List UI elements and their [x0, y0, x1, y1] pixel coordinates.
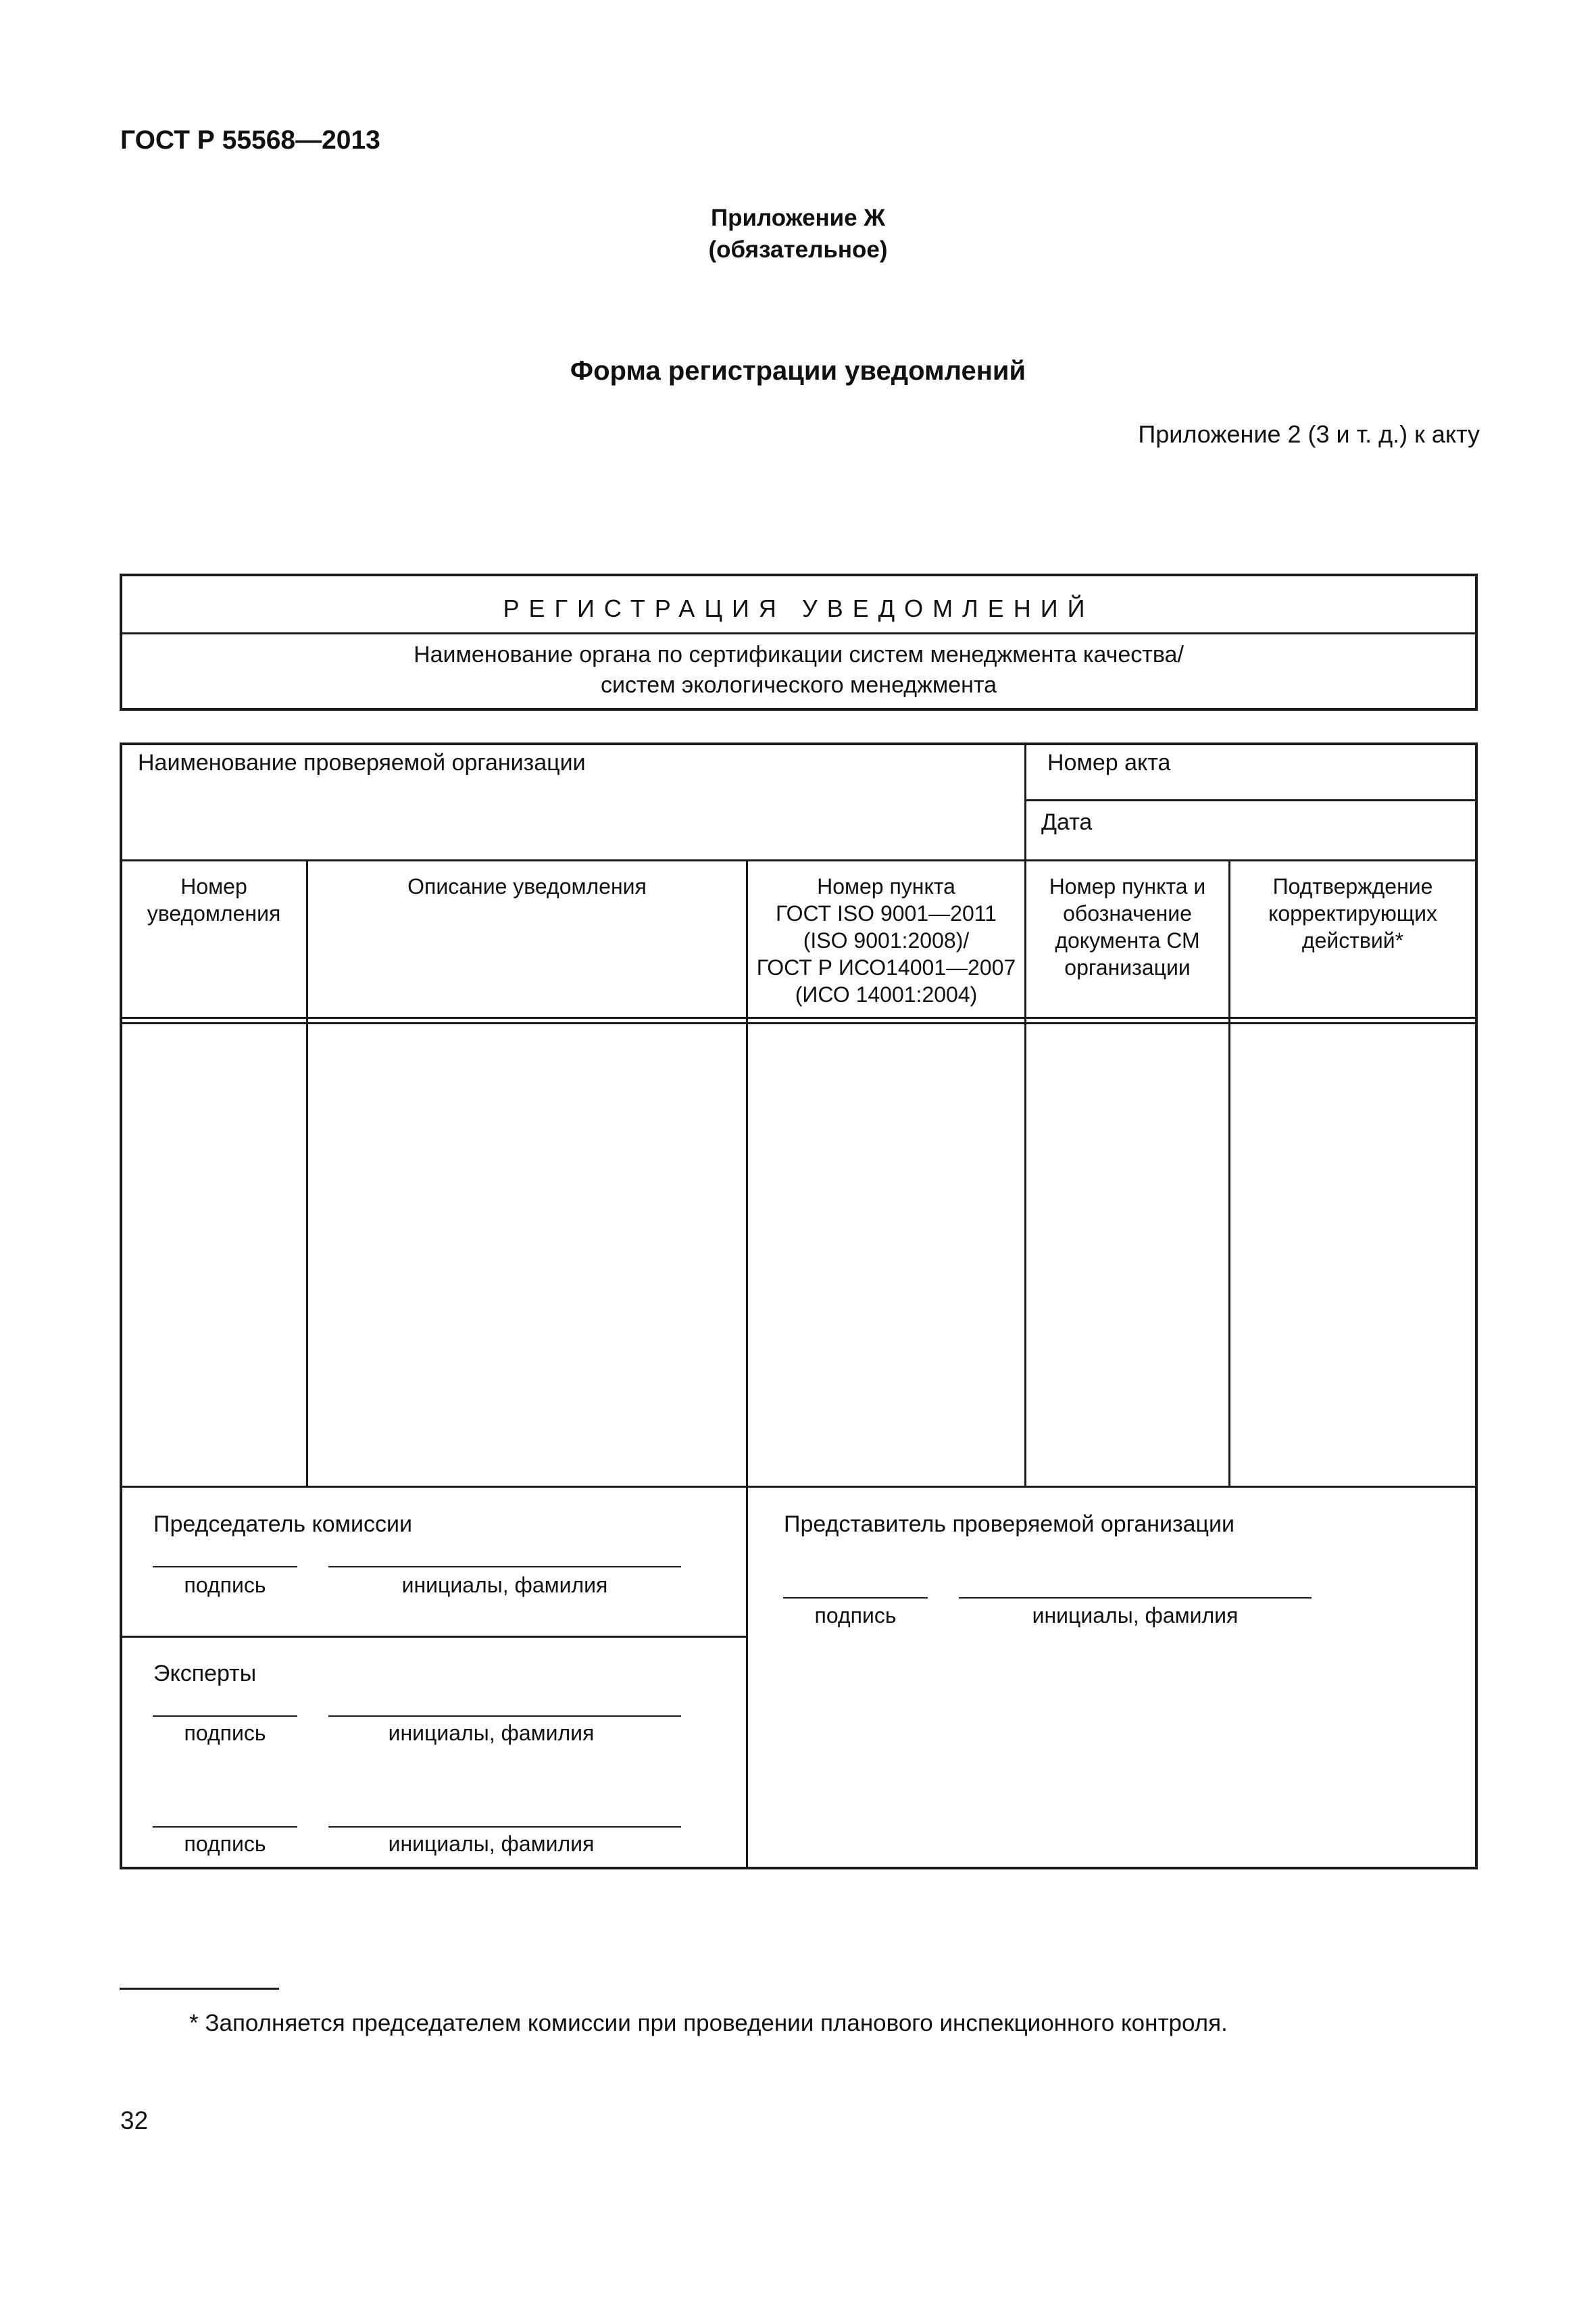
expert2-signature-caption: подпись: [184, 1832, 266, 1856]
chairman-signature-line: [153, 1566, 297, 1567]
expert1-signature-caption: подпись: [184, 1721, 266, 1745]
representative-name-caption: инициалы, фамилия: [1032, 1603, 1239, 1628]
expert1-name-line: [328, 1715, 681, 1717]
signature-section-top-line: [120, 1486, 1478, 1488]
col-divider-2: [746, 859, 748, 1869]
column-header-notification-number: Номер уведомления: [147, 874, 281, 926]
banner-subtitle-line2: систем экологического менеджмента: [601, 672, 997, 698]
banner-title: РЕГИСТРАЦИЯ УВЕДОМЛЕНИЙ: [503, 595, 1095, 622]
chairman-label: Председатель комиссии: [153, 1511, 412, 1537]
footnote-rule: [120, 1988, 279, 1990]
page-number: 32: [120, 2107, 149, 2134]
col-divider-1: [306, 859, 308, 1488]
banner-divider: [120, 632, 1478, 634]
column-header-corrective-actions: Подтверждение корректирующих действий*: [1268, 874, 1438, 953]
representative-signature-line: [783, 1597, 928, 1599]
column-header-description: Описание уведомления: [407, 874, 647, 899]
header-row-bottom-line-1: [120, 1017, 1478, 1019]
expert2-name-caption: инициалы, фамилия: [388, 1832, 595, 1856]
banner-subtitle-line1: Наименование органа по сертификации систем менеджмента качества/: [414, 642, 1184, 668]
column-header-standard-clause: Номер пункта ГОСТ ISO 9001—2011 (ISO 9001:2008)/ ГОСТ Р ИСО14001—2007 (ИСО 14001:2004): [756, 874, 1016, 1007]
date-label: Дата: [1041, 809, 1093, 835]
representative-signature-caption: подпись: [814, 1603, 897, 1628]
annex-title: Приложение Ж: [710, 205, 886, 231]
org-name-label: Наименование проверяемой организации: [138, 750, 586, 776]
expert1-signature-line: [153, 1715, 297, 1717]
document-code: ГОСТ Р 55568—2013: [120, 126, 380, 155]
column-header-org-document: Номер пункта и обозначение документа СМ организации: [1049, 874, 1206, 980]
representative-name-line: [959, 1597, 1312, 1599]
chairman-name-line: [328, 1566, 681, 1567]
experts-label: Эксперты: [153, 1661, 257, 1686]
header-row-bottom-line-2: [120, 1022, 1478, 1024]
org-act-divider: [1024, 743, 1026, 1488]
representative-label: Представитель проверяемой организации: [784, 1511, 1235, 1537]
expert2-name-line: [328, 1826, 681, 1828]
form-title: Форма регистрации уведомлений: [570, 356, 1026, 386]
act-annex-label: Приложение 2 (3 и т. д.) к акту: [1138, 420, 1480, 448]
annex-status: (обязательное): [708, 236, 888, 263]
act-number-label: Номер акта: [1047, 750, 1171, 776]
expert2-signature-line: [153, 1826, 297, 1828]
expert1-name-caption: инициалы, фамилия: [388, 1721, 595, 1745]
chairman-name-caption: инициалы, фамилия: [401, 1573, 608, 1597]
header-row-top-line: [120, 859, 1478, 861]
chairman-experts-divider: [120, 1636, 746, 1638]
footnote-text: * Заполняется председателем комиссии при проведении планового инспекционного контроля.: [189, 2010, 1228, 2036]
act-date-divider: [1024, 799, 1478, 801]
chairman-signature-caption: подпись: [184, 1573, 266, 1597]
